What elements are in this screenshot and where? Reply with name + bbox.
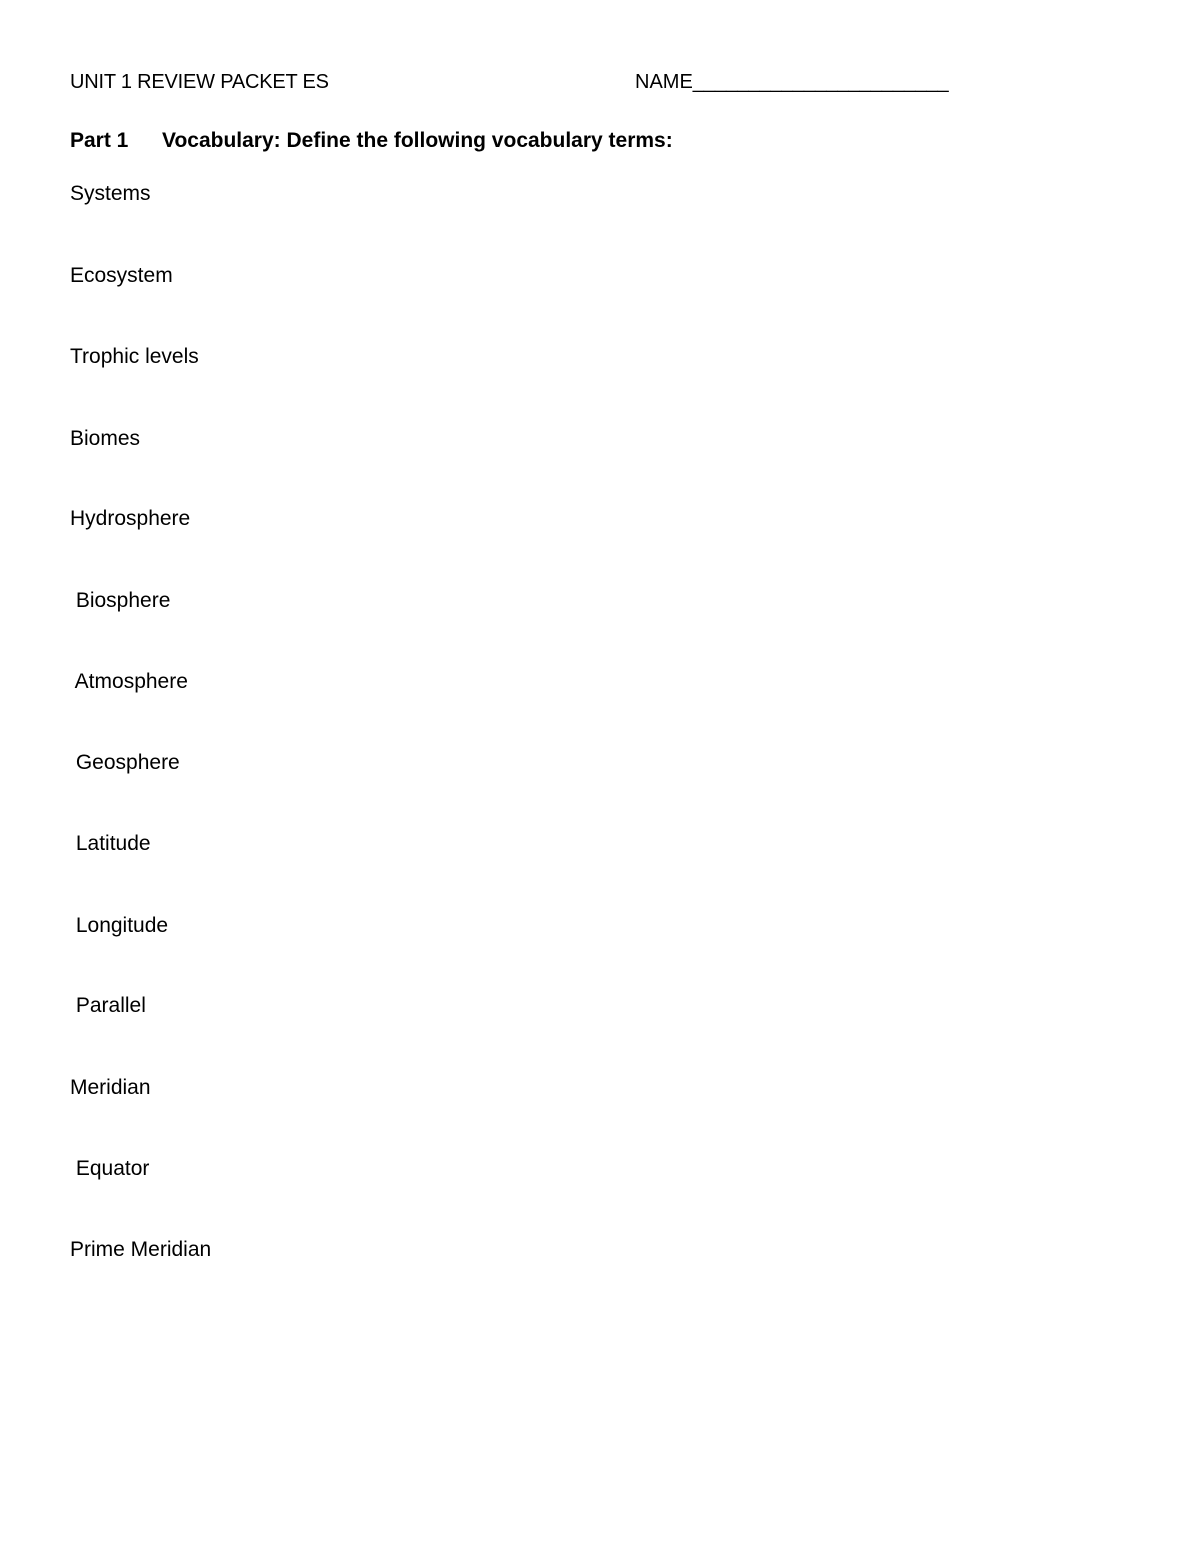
vocab-term-parallel: Parallel	[70, 994, 146, 1017]
name-field: NAME_______________________	[635, 71, 949, 93]
vocab-term-prime-meridian: Prime Meridian	[70, 1238, 212, 1261]
vocab-term-meridian: Meridian	[70, 1076, 151, 1099]
vocab-term-geosphere: Geosphere	[70, 751, 180, 774]
vocab-term-ecosystem: Ecosystem	[70, 264, 173, 287]
vocab-term-equator: Equator	[70, 1157, 150, 1180]
vocab-term-longitude: Longitude	[70, 914, 169, 937]
vocab-term-biosphere: Biosphere	[70, 589, 171, 612]
vocab-term-latitude: Latitude	[70, 832, 151, 855]
packet-title: UNIT 1 REVIEW PACKET ES	[70, 71, 329, 93]
vocab-term-atmosphere: Atmosphere	[70, 670, 188, 693]
vocab-term-trophic-levels: Trophic levels	[70, 345, 199, 368]
part-1-heading	[70, 129, 673, 153]
vocab-term-hydrosphere: Hydrosphere	[70, 507, 191, 530]
part-1-instruction: Vocabulary: Define the following vocabulary terms:	[162, 129, 673, 152]
vocab-term-biomes: Biomes	[70, 427, 141, 450]
part-1-label: Part 1	[70, 129, 129, 152]
vocab-term-systems: Systems	[70, 182, 151, 205]
